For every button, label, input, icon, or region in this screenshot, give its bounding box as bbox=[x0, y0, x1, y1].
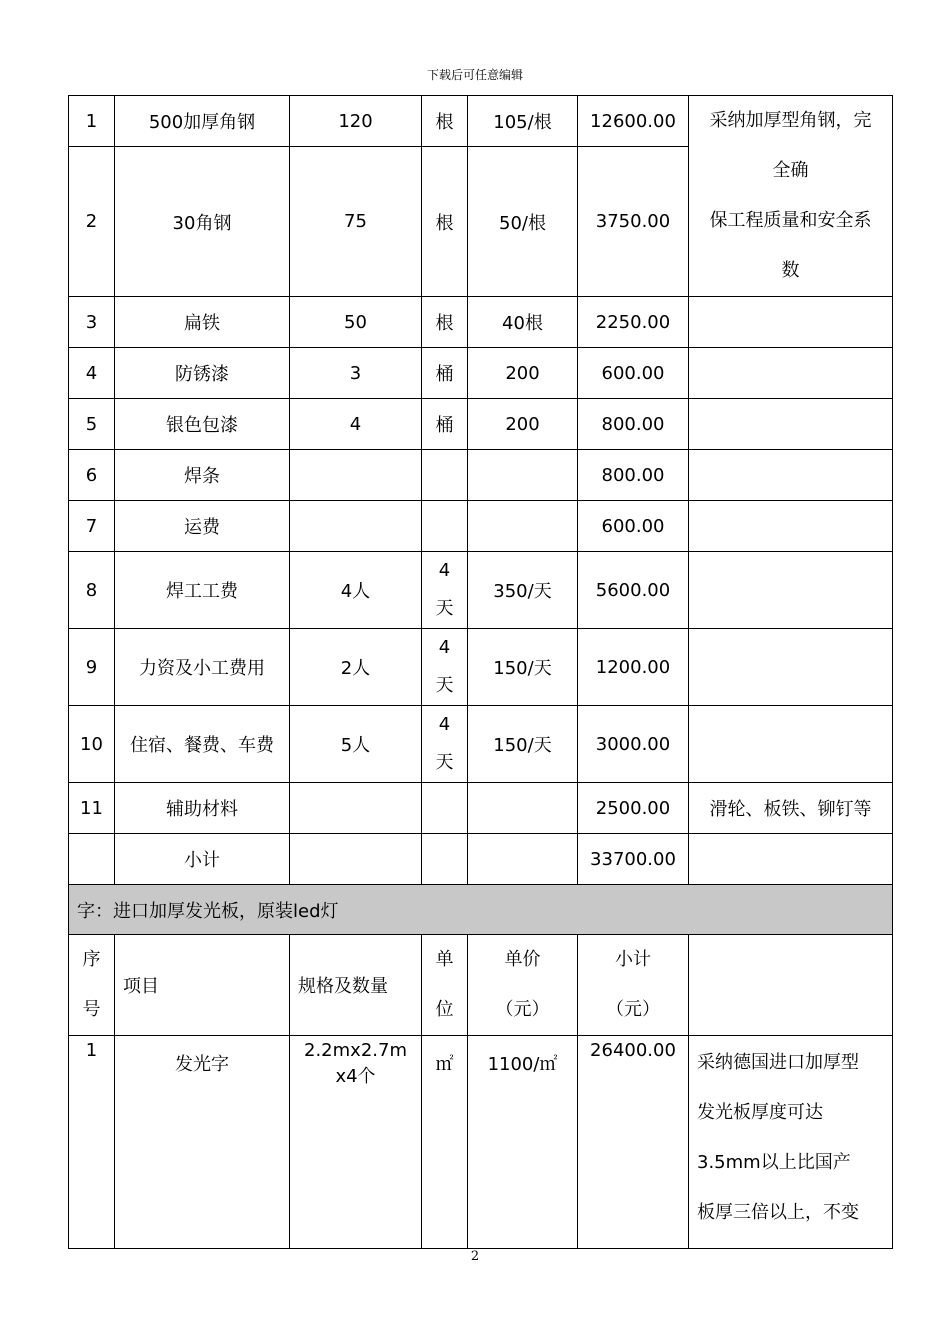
header-line: 单价 bbox=[504, 949, 541, 970]
cell-item: 防锈漆 bbox=[115, 348, 290, 399]
cell-price: 200 bbox=[468, 399, 578, 450]
cell-spec: 120 bbox=[290, 96, 422, 147]
cell-spec bbox=[290, 1036, 422, 1249]
note-line: 发光板厚度可达 bbox=[697, 1102, 823, 1123]
cell-price: 200 bbox=[468, 348, 578, 399]
cell-subtotal: 800.00 bbox=[578, 399, 689, 450]
cell-note bbox=[689, 297, 893, 348]
cell-note bbox=[689, 706, 893, 783]
cell-spec: 75 bbox=[290, 147, 422, 297]
cell-price: 50/根 bbox=[468, 147, 578, 297]
cell-item: 住宿、餐费、车费 bbox=[115, 706, 290, 783]
cell-note bbox=[689, 834, 893, 885]
cell-no: 4 bbox=[69, 348, 115, 399]
unit-line: 天 bbox=[435, 752, 454, 773]
note-line: 采纳德国进口加厚型 bbox=[697, 1052, 859, 1073]
spec-line: x4个 bbox=[335, 1066, 376, 1087]
cell-unit: 桶 bbox=[422, 348, 468, 399]
cell-note-merged bbox=[689, 96, 893, 297]
cell-subtotal: 600.00 bbox=[578, 501, 689, 552]
header-line: 单 bbox=[435, 949, 454, 970]
cell-item: 焊条 bbox=[115, 450, 290, 501]
header-line: （元） bbox=[495, 999, 550, 1020]
cell-no: 5 bbox=[69, 399, 115, 450]
table-row bbox=[69, 450, 893, 501]
note-line: 采纳加厚型角钢，完 bbox=[709, 110, 872, 131]
cell-spec: 3 bbox=[290, 348, 422, 399]
header-line: 小计 bbox=[615, 949, 651, 970]
cell-unit bbox=[422, 501, 468, 552]
quote-table bbox=[68, 95, 893, 1249]
cell-price: 350/天 bbox=[468, 552, 578, 629]
cell-subtotal: 5600.00 bbox=[578, 552, 689, 629]
cell-no: 11 bbox=[69, 783, 115, 834]
cell-spec bbox=[290, 501, 422, 552]
cell-no: 3 bbox=[69, 297, 115, 348]
header-subtotal bbox=[578, 935, 689, 1036]
cell-unit bbox=[422, 834, 468, 885]
cell-subtotal: 3750.00 bbox=[578, 147, 689, 297]
cell-no: 6 bbox=[69, 450, 115, 501]
cell-price: 105/根 bbox=[468, 96, 578, 147]
cell-item: 运费 bbox=[115, 501, 290, 552]
cell-note: 滑轮、板铁、铆钉等 bbox=[689, 783, 893, 834]
note-line: 板厚三倍以上，不变 bbox=[697, 1202, 859, 1223]
cell-no: 2 bbox=[69, 147, 115, 297]
cell-price: 150/天 bbox=[468, 706, 578, 783]
header-line: 号 bbox=[82, 999, 101, 1020]
cell-item: 银色包漆 bbox=[115, 399, 290, 450]
cell-unit bbox=[422, 783, 468, 834]
table-row bbox=[69, 1036, 893, 1249]
cell-subtotal: 12600.00 bbox=[578, 96, 689, 147]
cell-no: 8 bbox=[69, 552, 115, 629]
page-header: 下载后可任意编辑 bbox=[426, 68, 523, 82]
cell-spec bbox=[290, 834, 422, 885]
cell-no: 9 bbox=[69, 629, 115, 706]
cell-no: 1 bbox=[69, 96, 115, 147]
subtotal-value: 33700.00 bbox=[578, 834, 689, 885]
cell-spec: 50 bbox=[290, 297, 422, 348]
table-row bbox=[69, 96, 893, 147]
table-row bbox=[69, 629, 893, 706]
cell-note bbox=[689, 552, 893, 629]
cell-unit bbox=[422, 552, 468, 629]
table-row bbox=[69, 783, 893, 834]
cell-spec: 4 bbox=[290, 399, 422, 450]
header-note bbox=[689, 935, 893, 1036]
cell-no: 1 bbox=[69, 1036, 115, 1249]
header-no bbox=[69, 935, 115, 1036]
cell-price bbox=[468, 783, 578, 834]
cell-no: 7 bbox=[69, 501, 115, 552]
unit-line: 天 bbox=[435, 598, 454, 619]
cell-note bbox=[689, 348, 893, 399]
cell-note bbox=[689, 629, 893, 706]
header-line: 位 bbox=[435, 999, 454, 1020]
cell-note bbox=[689, 501, 893, 552]
cell-unit bbox=[422, 629, 468, 706]
cell-note bbox=[689, 450, 893, 501]
cell-subtotal: 2250.00 bbox=[578, 297, 689, 348]
header-row bbox=[69, 935, 893, 1036]
cell-spec: 4人 bbox=[290, 552, 422, 629]
cell-price bbox=[468, 834, 578, 885]
cell-unit: 桶 bbox=[422, 399, 468, 450]
cell-item: 扁铁 bbox=[115, 297, 290, 348]
cell-item: 发光字 bbox=[115, 1036, 290, 1249]
cell-price: 1100/㎡ bbox=[468, 1036, 578, 1249]
header-item: 项目 bbox=[115, 935, 290, 1036]
cell-price: 40根 bbox=[468, 297, 578, 348]
cell-no: 10 bbox=[69, 706, 115, 783]
cell-item: 力资及小工费用 bbox=[115, 629, 290, 706]
cell-price bbox=[468, 450, 578, 501]
note-line: 数 bbox=[781, 260, 800, 281]
table-row bbox=[69, 297, 893, 348]
cell-spec: 5人 bbox=[290, 706, 422, 783]
table-row bbox=[69, 552, 893, 629]
cell-subtotal: 2500.00 bbox=[578, 783, 689, 834]
unit-line: 4 bbox=[438, 637, 451, 658]
cell-item: 30角钢 bbox=[115, 147, 290, 297]
cell-price bbox=[468, 501, 578, 552]
cell-unit: 根 bbox=[422, 147, 468, 297]
cell-spec bbox=[290, 783, 422, 834]
table-row bbox=[69, 348, 893, 399]
cell-price: 150/天 bbox=[468, 629, 578, 706]
cell-item: 500加厚角钢 bbox=[115, 96, 290, 147]
note-line: 保工程质量和安全系 bbox=[709, 210, 872, 231]
cell-item: 焊工工费 bbox=[115, 552, 290, 629]
cell-subtotal: 26400.00 bbox=[578, 1036, 689, 1249]
cell-unit: 根 bbox=[422, 96, 468, 147]
cell-subtotal: 600.00 bbox=[578, 348, 689, 399]
cell-unit bbox=[422, 706, 468, 783]
page-number: 2 bbox=[470, 1249, 480, 1264]
cell-no bbox=[69, 834, 115, 885]
note-line: 3.5mm以上比国产 bbox=[697, 1152, 851, 1173]
header-line: （元） bbox=[606, 999, 660, 1020]
header-spec: 规格及数量 bbox=[290, 935, 422, 1036]
header-price bbox=[468, 935, 578, 1036]
subtotal-label: 小计 bbox=[115, 834, 290, 885]
cell-subtotal: 800.00 bbox=[578, 450, 689, 501]
cell-item: 辅助材料 bbox=[115, 783, 290, 834]
header-line: 序 bbox=[82, 949, 101, 970]
table-row bbox=[69, 399, 893, 450]
cell-subtotal: 3000.00 bbox=[578, 706, 689, 783]
section-row bbox=[69, 885, 893, 935]
table-row bbox=[69, 706, 893, 783]
unit-line: 天 bbox=[435, 675, 454, 696]
unit-line: 4 bbox=[438, 714, 451, 735]
cell-unit: ㎡ bbox=[422, 1036, 468, 1249]
cell-subtotal: 1200.00 bbox=[578, 629, 689, 706]
note-line: 全确 bbox=[772, 160, 809, 181]
spec-line: 2.2mx2.7m bbox=[304, 1040, 407, 1061]
cell-spec: 2人 bbox=[290, 629, 422, 706]
cell-note bbox=[689, 399, 893, 450]
table-row bbox=[69, 501, 893, 552]
cell-unit bbox=[422, 450, 468, 501]
header-unit bbox=[422, 935, 468, 1036]
cell-note bbox=[689, 1036, 893, 1249]
section-title: 字：进口加厚发光板，原装led灯 bbox=[69, 885, 893, 935]
unit-line: 4 bbox=[438, 560, 451, 581]
subtotal-row bbox=[69, 834, 893, 885]
cell-unit: 根 bbox=[422, 297, 468, 348]
cell-spec bbox=[290, 450, 422, 501]
